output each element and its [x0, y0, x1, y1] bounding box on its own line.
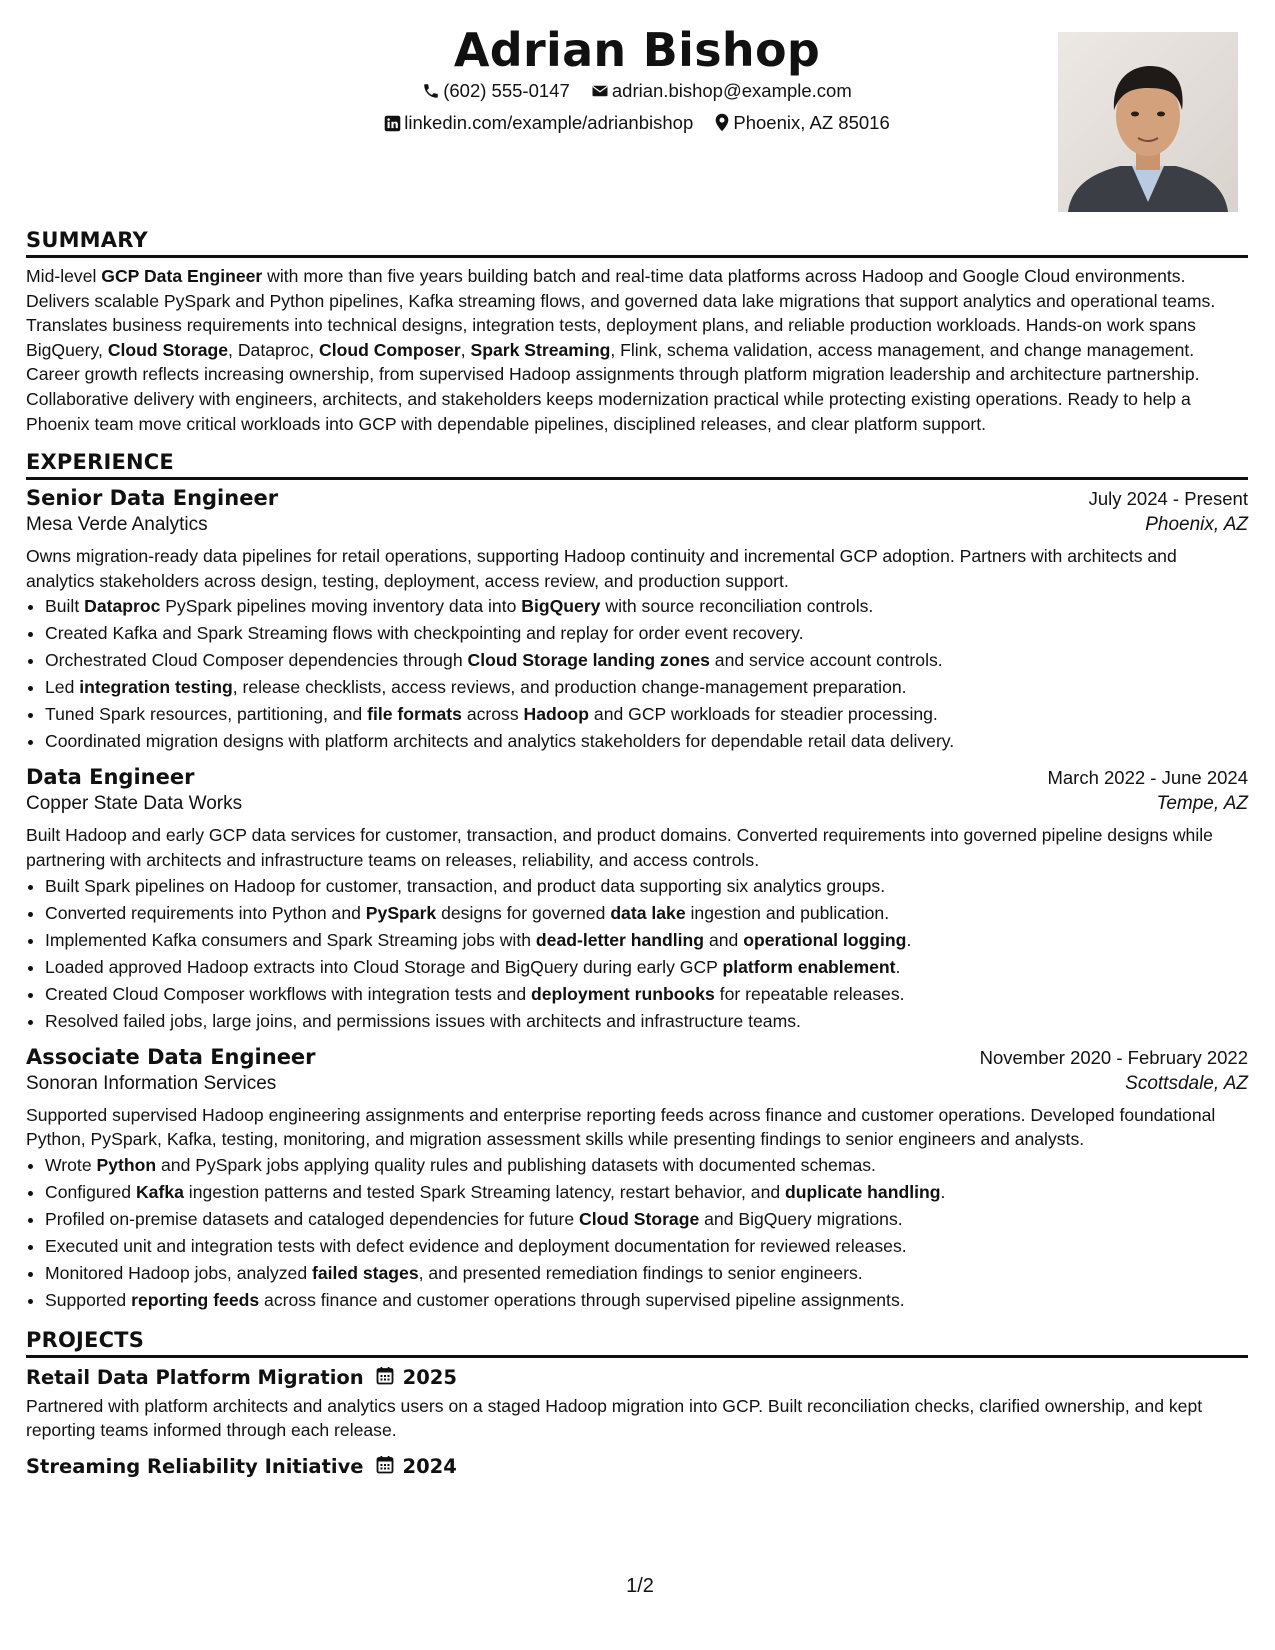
- text-run: , Flink, schema validation, access management, and change management. Career growth reflects increasing ownership, from supervised Hadoop assignments through platform migration leadership and architecture partnership. Collaborative delivery with engineers, architects, and stakeholders keeps modernization practical while protecting existing operations. Ready to help a Phoenix team move critical workloads into GCP with dependable pipelines, disciplined releases, and clear platform support.: [26, 339, 1200, 434]
- email-item: [591, 78, 852, 107]
- text-run: Created Kafka and Spark Streaming flows with checkpointing and replay for order event recovery.: [45, 623, 804, 644]
- calendar-icon: [376, 1455, 394, 1479]
- text-run: across: [461, 704, 524, 725]
- job-location: Scottsdale, AZ: [1125, 1072, 1248, 1094]
- job-bullets: [26, 873, 1248, 1035]
- job-description: Built Hadoop and early GCP data services for customer, transaction, and product domains. Converted requirements into governed pipeline designs while partnering with architects and infrastructure teams on releases, reliability, and access controls.: [26, 825, 1213, 870]
- bullet-item: [45, 593, 1248, 620]
- text-run: Led: [45, 677, 80, 698]
- bullet-item: [45, 900, 1248, 927]
- bold-text: GCP Data Engineer: [101, 266, 263, 286]
- section-title-experience: EXPERIENCE: [26, 450, 1248, 480]
- bullet-item: [45, 1008, 1248, 1035]
- text-run: across finance and customer operations through supervised pipeline assignments.: [259, 1289, 905, 1310]
- project-header: [26, 1366, 1248, 1390]
- bold-text: failed stages: [312, 1262, 419, 1283]
- section-title-summary: SUMMARY: [26, 228, 1248, 258]
- section-title-projects: PROJECTS: [26, 1328, 1248, 1358]
- job-company: Mesa Verde Analytics: [26, 514, 208, 536]
- job-entry: [26, 765, 1248, 1034]
- text-run: Loaded approved Hadoop extracts into Cloud Storage and BigQuery during early GCP: [45, 956, 723, 977]
- text-run: Supported: [45, 1289, 132, 1310]
- bullet-item: [45, 927, 1248, 954]
- job-header: [26, 486, 1248, 510]
- bold-text: operational logging: [743, 929, 907, 950]
- job-location: Phoenix, AZ: [1145, 514, 1248, 536]
- projects-section: [26, 1328, 1248, 1479]
- text-run: Implemented Kafka consumers and Spark Streaming jobs with: [45, 929, 536, 950]
- project-name: Streaming Reliability Initiative: [26, 1455, 364, 1479]
- phone-icon: [422, 81, 440, 107]
- text-run: , and presented remediation findings to senior engineers.: [418, 1262, 863, 1283]
- text-run: Built: [45, 596, 85, 617]
- job-dates: March 2022 - June 2024: [1047, 767, 1248, 789]
- bold-text: Kafka: [135, 1181, 184, 1202]
- job-subheader: [26, 1073, 1248, 1095]
- job-description: Owns migration-ready data pipelines for retail operations, supporting Hadoop continuity and incremental GCP adoption. Partners with architects and analytics stakeholders across design, testing, deployment, access review, and production support.: [26, 546, 1177, 591]
- bold-text: Cloud Storage: [107, 339, 229, 360]
- text-run: , release checklists, access reviews, and production change-management preparation.: [232, 677, 907, 698]
- text-run: designs for governed: [436, 902, 611, 923]
- location-item: [714, 110, 889, 139]
- job-header: [26, 765, 1248, 789]
- job-dates: July 2024 - Present: [1088, 488, 1248, 510]
- page-number: 1/2: [626, 1575, 654, 1597]
- project-entry: [26, 1366, 1248, 1443]
- bullet-item: [45, 873, 1248, 900]
- bullet-item: [45, 981, 1248, 1008]
- text-run: Coordinated migration designs with platform architects and analytics stakeholders for dependable retail data delivery.: [45, 731, 955, 752]
- text-run: Orchestrated Cloud Composer dependencies through: [45, 650, 468, 671]
- linkedin-item: [384, 110, 693, 139]
- text-run: Created Cloud Composer workflows with integration tests and: [45, 983, 532, 1004]
- bold-text: Cloud Storage: [579, 1208, 700, 1229]
- linkedin-text[interactable]: linkedin.com/example/adrianbishop: [404, 112, 694, 133]
- text-run: Configured: [45, 1181, 136, 1202]
- project-year: 2024: [402, 1455, 457, 1479]
- text-run: Monitored Hadoop jobs, analyzed: [45, 1262, 313, 1283]
- profile-photo: [1058, 32, 1238, 212]
- bold-text: duplicate handling: [785, 1181, 941, 1202]
- text-run: Tuned Spark resources, partitioning, and: [45, 704, 368, 725]
- job-bullets: [26, 1152, 1248, 1314]
- job-company: Copper State Data Works: [26, 793, 243, 815]
- bold-text: Spark Streaming: [470, 339, 611, 360]
- text-run: ingestion patterns and tested Spark Streaming latency, restart behavior, and: [183, 1181, 786, 1202]
- resume-page: [26, 0, 1248, 1479]
- resume-header: [26, 0, 1248, 220]
- job-entry: [26, 486, 1248, 755]
- bullet-item: [45, 674, 1248, 701]
- bold-text: integration testing: [79, 677, 233, 698]
- text-run: with source reconciliation controls.: [600, 596, 874, 617]
- calendar-icon: [376, 1366, 394, 1390]
- job-subheader: [26, 514, 1248, 536]
- project-description: Partnered with platform architects and analytics users on a staged Hadoop migration into GCP. Built reconciliation checks, clarified ownership, and kept reporting teams informed through each release.: [26, 1395, 1203, 1441]
- text-run: ,: [460, 339, 471, 360]
- bold-text: deployment runbooks: [531, 983, 715, 1004]
- job-title: Senior Data Engineer: [26, 486, 279, 511]
- job-header: [26, 1045, 1248, 1069]
- text-run: and GCP workloads for steadier processing.: [589, 704, 938, 725]
- location-text: Phoenix, AZ 85016: [733, 112, 890, 133]
- candidate-name: Adrian Bishop: [453, 23, 821, 77]
- bold-text: Cloud Composer: [319, 339, 461, 360]
- job-description: Supported supervised Hadoop engineering assignments and enterprise reporting feeds across finance and customer operations. Developed foundational Python, PySpark, Kafka, testing, monitoring, and migration assessment skills while presenting findings to senior engineers and analysts.: [26, 1104, 1216, 1150]
- bold-text: Hadoop: [523, 704, 590, 725]
- project-header: [26, 1455, 1248, 1479]
- bold-text: PySpark: [365, 902, 437, 923]
- linkedin-icon: [384, 113, 401, 139]
- experience-section: [26, 450, 1248, 1314]
- project-list: [26, 1366, 1248, 1479]
- bold-text: Cloud Storage landing zones: [467, 650, 710, 671]
- job-location: Tempe, AZ: [1156, 793, 1248, 815]
- bullet-item: [45, 1152, 1248, 1179]
- text-run: with more than five years building batch and real-time data platforms across Hadoop and Google Cloud environments. Delivers scalable PySpark and Python pipelines, Kafka streaming flows, and governed data lake migrations that support analytics and operational teams. Translates business requirements into technical designs, integration tests, deployment plans, and reliable production workloads. Hands-on work spans BigQuery,: [26, 266, 1216, 360]
- job-title: Data Engineer: [26, 765, 195, 790]
- summary-text: [26, 264, 1248, 436]
- project-entry: [26, 1455, 1248, 1479]
- text-run: .: [895, 956, 901, 977]
- bullet-item: [45, 1179, 1248, 1206]
- bold-text: reporting feeds: [131, 1289, 260, 1310]
- bullet-item: [45, 1233, 1248, 1260]
- job-entry: [26, 1045, 1248, 1314]
- text-run: Converted requirements into Python and: [45, 902, 366, 923]
- text-run: Wrote: [45, 1154, 97, 1175]
- text-run: and BigQuery migrations.: [699, 1208, 903, 1229]
- bullet-item: [45, 1260, 1248, 1287]
- text-run: and service account controls.: [709, 650, 943, 671]
- text-run: Executed unit and integration tests with defect evidence and deployment documentation for reviewed releases.: [45, 1235, 907, 1256]
- job-bullets: [26, 593, 1248, 755]
- text-run: Built Spark pipelines on Hadoop for customer, transaction, and product data supporting six analytics groups.: [45, 875, 886, 896]
- bullet-item: [45, 647, 1248, 674]
- bullet-item: [45, 620, 1248, 647]
- job-company: Sonoran Information Services: [26, 1072, 277, 1094]
- text-run: .: [940, 1181, 946, 1202]
- bold-text: BigQuery: [521, 596, 601, 617]
- text-run: Profiled on-premise datasets and cataloged dependencies for future: [45, 1208, 580, 1229]
- bold-text: file formats: [367, 704, 462, 725]
- email-text[interactable]: adrian.bishop@example.com: [611, 80, 852, 101]
- text-run: and: [704, 929, 744, 950]
- phone-text[interactable]: (602) 555-0147: [443, 80, 570, 101]
- text-run: and PySpark jobs applying quality rules and publishing datasets with documented schemas.: [156, 1154, 876, 1175]
- job-list: [26, 486, 1248, 1314]
- job-subheader: [26, 793, 1248, 815]
- bold-text: platform enablement: [722, 956, 896, 977]
- text-run: PySpark pipelines moving inventory data into: [160, 596, 522, 617]
- bold-text: Python: [96, 1154, 157, 1175]
- text-run: Resolved failed jobs, large joins, and permissions issues with architects and infrastructure teams.: [45, 1010, 801, 1031]
- text-run: .: [906, 929, 912, 950]
- summary-section: [26, 228, 1248, 436]
- phone-item: [422, 78, 570, 107]
- envelope-icon: [591, 81, 609, 107]
- job-dates: November 2020 - February 2022: [979, 1046, 1248, 1068]
- bullet-item: [45, 1287, 1248, 1314]
- text-run: for repeatable releases.: [714, 983, 905, 1004]
- text-run: Mid-level: [26, 266, 102, 286]
- bold-text: Dataproc: [84, 596, 161, 617]
- bullet-item: [45, 701, 1248, 728]
- bold-text: dead-letter handling: [535, 929, 705, 950]
- project-year: 2025: [402, 1366, 457, 1390]
- map-pin-icon: [714, 113, 730, 139]
- bold-text: data lake: [610, 902, 686, 923]
- bullet-item: [45, 1206, 1248, 1233]
- bullet-item: [45, 954, 1248, 981]
- text-run: , Dataproc,: [228, 339, 319, 360]
- bullet-item: [45, 728, 1248, 755]
- job-title: Associate Data Engineer: [26, 1044, 316, 1069]
- text-run: ingestion and publication.: [685, 902, 890, 923]
- project-name: Retail Data Platform Migration: [26, 1366, 364, 1390]
